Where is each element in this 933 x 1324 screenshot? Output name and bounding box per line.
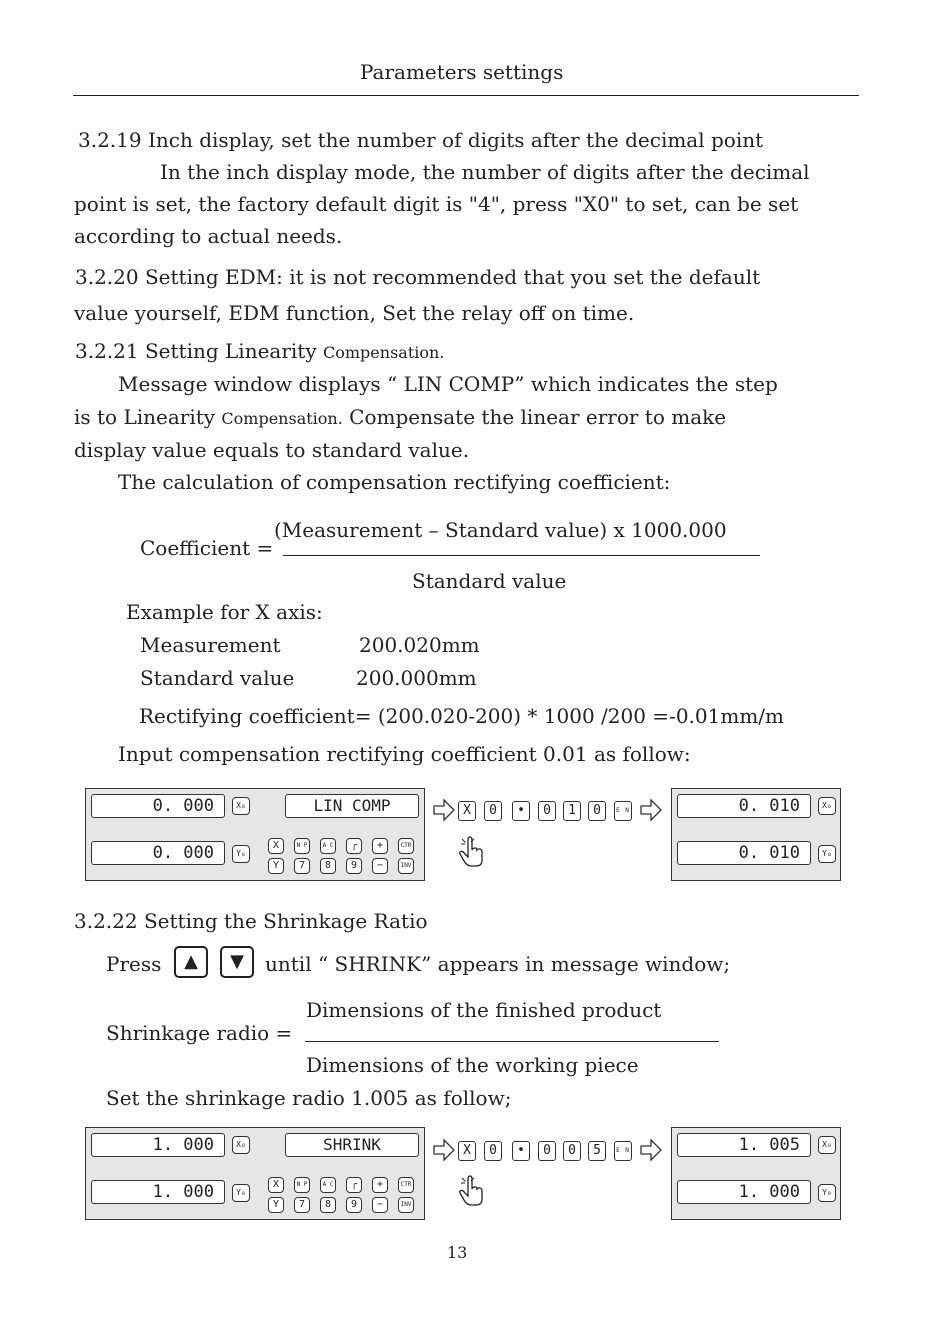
seq-key-0[interactable]: 0 (484, 1141, 502, 1161)
lin-comp-p2-b: Compensation. (221, 409, 343, 428)
dro-panel-lin-comp (85, 788, 425, 881)
seq-key-1[interactable]: 1 (563, 801, 581, 821)
press-label: Press (106, 952, 162, 976)
key-plus[interactable]: + (372, 838, 388, 854)
section-3-2-20-line1: 3.2.20 Setting EDM: it is not recommended that you set the default (75, 265, 761, 289)
dro-panel-result-1 (671, 788, 841, 881)
key-plus[interactable]: + (372, 1177, 388, 1193)
y-axis-display-result: 0. 010 (677, 841, 811, 865)
key-y[interactable]: Y (268, 1197, 284, 1213)
key-np[interactable]: N P (294, 1177, 310, 1193)
key-minus[interactable]: − (372, 858, 388, 874)
key-9[interactable]: 9 (346, 1197, 362, 1213)
seq-key-dot[interactable]: • (512, 1141, 530, 1161)
key-8[interactable]: 8 (320, 1197, 336, 1213)
x-axis-display-result: 0. 010 (677, 794, 811, 818)
message-window: LIN COMP (285, 794, 419, 818)
x-zero-key[interactable]: X₀ (232, 1136, 250, 1154)
coefficient-denominator: Standard value (412, 569, 567, 593)
y-zero-key-result[interactable]: Y₀ (818, 1184, 836, 1202)
key-8[interactable]: 8 (320, 858, 336, 874)
measurement-label: Measurement (140, 633, 281, 657)
y-zero-key[interactable]: Y₀ (232, 1184, 250, 1202)
section-3-2-20-line2: value yourself, EDM function, Set the relay off on time. (74, 301, 635, 325)
dro-panel-shrink (85, 1127, 425, 1220)
shrinkage-set-text: Set the shrinkage radio 1.005 as follow; (106, 1086, 512, 1110)
seq-key-0c[interactable]: 0 (563, 1141, 581, 1161)
lin-comp-paragraph-2 (74, 405, 726, 431)
arrow-right-icon (433, 798, 455, 822)
key-7[interactable]: 7 (294, 1197, 310, 1213)
hand-pointer-icon (458, 1175, 486, 1207)
lin-comp-p2-c: Compensate the linear error to make (342, 405, 727, 429)
seq-key-enter[interactable]: E N (614, 801, 632, 821)
standard-value-value: 200.000mm (356, 666, 477, 690)
section-3-2-21-heading (75, 339, 444, 365)
key-ac[interactable]: A C (320, 838, 336, 854)
key-sqrt[interactable]: ╭ (346, 838, 362, 854)
key-ctr[interactable]: CTR (398, 838, 414, 854)
example-heading: Example for X axis: (126, 600, 323, 624)
arrow-right-icon (433, 1138, 455, 1162)
section-3-2-19-heading: 3.2.19 Inch display, set the number of digits after the decimal point (78, 128, 764, 152)
message-window: SHRINK (285, 1133, 419, 1157)
x-axis-display-result: 1. 005 (677, 1133, 811, 1157)
key-minus[interactable]: − (372, 1197, 388, 1213)
up-arrow-button[interactable]: ▲ (174, 946, 208, 978)
measurement-value: 200.020mm (359, 633, 480, 657)
section-3-2-19-line3: according to actual needs. (74, 224, 343, 248)
y-axis-display: 0. 000 (91, 841, 225, 865)
x-zero-key[interactable]: X₀ (232, 797, 250, 815)
key-inv[interactable]: INV (398, 858, 414, 874)
header-rule (73, 95, 859, 96)
y-axis-display: 1. 000 (91, 1180, 225, 1204)
shrinkage-fraction-line (305, 1041, 719, 1042)
lin-comp-paragraph-3: display value equals to standard value. (74, 438, 470, 462)
down-arrow-button[interactable]: ▼ (220, 946, 254, 978)
seq-key-x[interactable]: X (458, 1141, 476, 1161)
arrow-right-icon (640, 1138, 662, 1162)
key-x[interactable]: X (268, 838, 284, 854)
lin-comp-paragraph-1: Message window displays “ LIN COMP” which indicates the step (118, 372, 778, 396)
key-ac[interactable]: A C (320, 1177, 336, 1193)
arrow-right-icon (640, 798, 662, 822)
x-zero-key-result[interactable]: X₀ (818, 797, 836, 815)
key-inv[interactable]: INV (398, 1197, 414, 1213)
coefficient-lhs: Coefficient = (140, 536, 274, 560)
seq-key-enter[interactable]: E N (614, 1141, 632, 1161)
seq-key-5[interactable]: 5 (588, 1141, 606, 1161)
input-instruction: Input compensation rectifying coefficient 0.01 as follow: (118, 742, 691, 766)
key-7[interactable]: 7 (294, 858, 310, 874)
coefficient-fraction-line (283, 555, 760, 556)
seq-key-0[interactable]: 0 (484, 801, 502, 821)
page-number: 13 (447, 1243, 468, 1262)
section-3-2-22-heading: 3.2.22 Setting the Shrinkage Ratio (74, 909, 428, 933)
key-np[interactable]: N P (294, 838, 310, 854)
section-3-2-21-heading-small: Compensation. (323, 343, 445, 362)
coefficient-numerator: (Measurement – Standard value) x 1000.000 (274, 518, 727, 542)
x-axis-display: 0. 000 (91, 794, 225, 818)
hand-pointer-icon (458, 836, 486, 868)
section-3-2-21-heading-main: 3.2.21 Setting Linearity (75, 339, 323, 363)
x-zero-key-result[interactable]: X₀ (818, 1136, 836, 1154)
key-sqrt[interactable]: ╭ (346, 1177, 362, 1193)
seq-key-0b[interactable]: 0 (538, 801, 556, 821)
standard-value-label: Standard value (140, 666, 295, 690)
shrinkage-numerator: Dimensions of the finished product (306, 998, 662, 1022)
y-zero-key-result[interactable]: Y₀ (818, 845, 836, 863)
section-3-2-19-line1: In the inch display mode, the number of digits after the decimal (160, 160, 810, 184)
dro-panel-result-2 (671, 1127, 841, 1220)
until-text: until “ SHRINK” appears in message window; (265, 952, 731, 976)
rectifying-coefficient: Rectifying coefficient= (200.020-200) * 1000 /200 =-0.01mm/m (139, 704, 784, 728)
y-zero-key[interactable]: Y₀ (232, 845, 250, 863)
key-y[interactable]: Y (268, 858, 284, 874)
x-axis-display: 1. 000 (91, 1133, 225, 1157)
lin-comp-p2-a: is to Linearity (74, 405, 222, 429)
key-x[interactable]: X (268, 1177, 284, 1193)
shrinkage-lhs: Shrinkage radio = (106, 1021, 293, 1045)
shrinkage-denominator: Dimensions of the working piece (306, 1053, 639, 1077)
y-axis-display-result: 1. 000 (677, 1180, 811, 1204)
seq-key-dot[interactable]: • (512, 801, 530, 821)
key-ctr[interactable]: CTR (398, 1177, 414, 1193)
page-header: Parameters settings (360, 60, 564, 84)
section-3-2-19-line2: point is set, the factory default digit is "4", press "X0" to set, can be set (74, 192, 799, 216)
lin-comp-paragraph-4: The calculation of compensation rectifying coefficient: (118, 470, 671, 494)
seq-key-0c[interactable]: 0 (588, 801, 606, 821)
seq-key-x[interactable]: X (458, 801, 476, 821)
key-9[interactable]: 9 (346, 858, 362, 874)
seq-key-0b[interactable]: 0 (538, 1141, 556, 1161)
